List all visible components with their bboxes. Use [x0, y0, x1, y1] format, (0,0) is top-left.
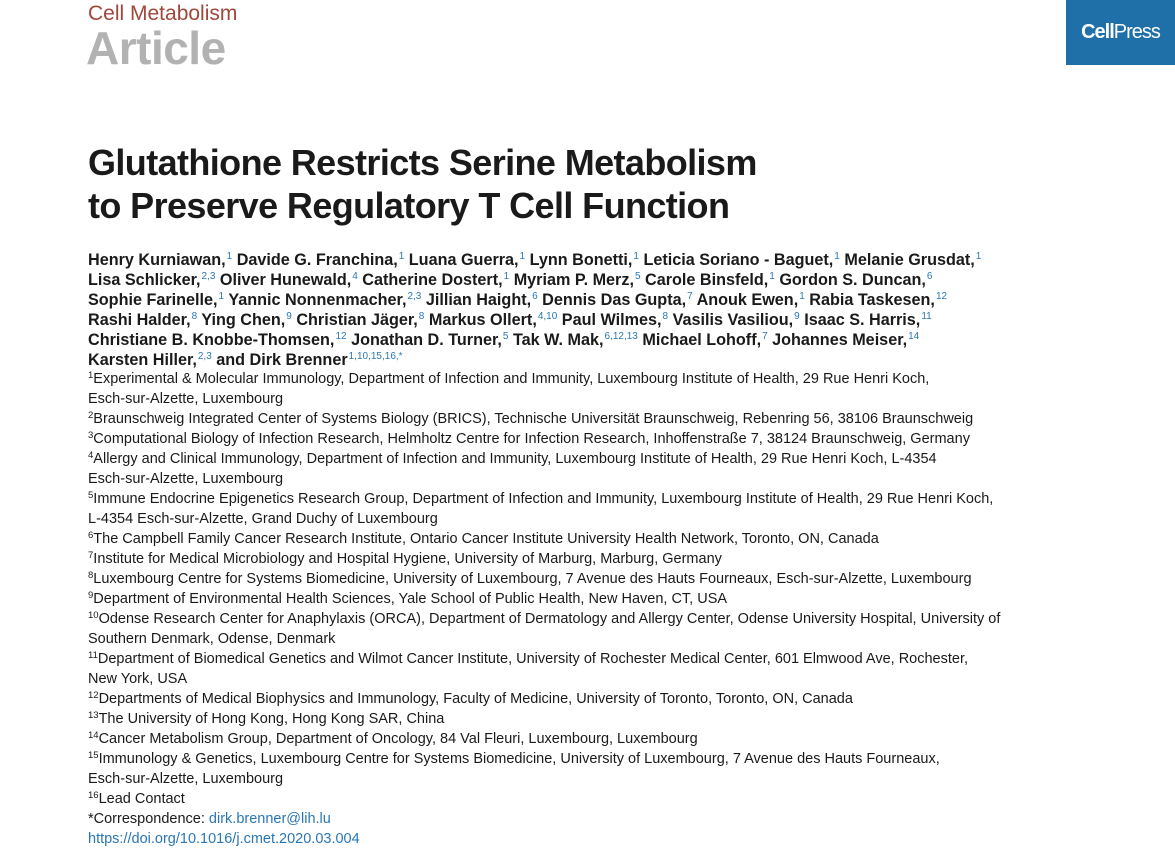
author-affiliation-ref[interactable]: 1 — [503, 271, 510, 282]
affiliation-item — [88, 549, 1088, 569]
correspondence-email-link[interactable]: dirk.brenner@lih.lu — [208, 811, 331, 827]
article-title-line: Glutathione Restricts Serine Metabolism — [88, 142, 757, 183]
affiliation-item — [88, 529, 1088, 549]
affiliation-item — [88, 609, 1088, 649]
affiliation-text: $^{10}$Odense Research Center for Anaphylaxis (ORCA), Department of Dermatology and Allergy Center, Odense University Hospital, University of — [88, 610, 1001, 627]
author-name[interactable]: Lisa Schlicker, — [88, 271, 201, 289]
affiliation-text: $^4$Allergy and Clinical Immunology, Department of Infection and Immunity, Luxembourg Institute of Health, 29 Rue Henri Koch, L-4354 — [88, 450, 937, 467]
affiliation-number: 14 — [88, 730, 99, 741]
article-title — [88, 141, 1068, 227]
author-affiliation-ref[interactable]: 2,3 — [197, 351, 212, 362]
author-affiliation-ref[interactable]: 1 — [226, 251, 233, 262]
affiliation-number: 6 — [88, 530, 94, 541]
author-name[interactable]: Johannes Meiser, — [772, 331, 908, 349]
author-line — [88, 290, 1088, 310]
author-affiliation-ref[interactable]: 7 — [762, 331, 768, 342]
affiliation-text: $^5$Immune Endocrine Epigenetics Research Group, Department of Infection and Immunity, Luxembourg Institute of Health, 29 Rue Henri Koch, — [88, 490, 994, 507]
author-name[interactable]: Markus Ollert, — [428, 311, 537, 329]
affiliation-item — [88, 489, 1088, 529]
author-affiliation-ref[interactable]: 1 — [769, 271, 775, 282]
affiliation-number: 8 — [88, 570, 94, 581]
affiliation-number: 2 — [88, 410, 94, 421]
correspondence — [88, 809, 1088, 829]
author-name[interactable]: Dennis Das Gupta, — [542, 291, 687, 309]
affiliation-number: 11 — [88, 650, 98, 661]
affiliation-text: $^{11}$Department of Biomedical Genetics and Wilmot Cancer Institute, University of Rochester Medical Center, 601 Elmwood Ave, Rochester, — [88, 650, 969, 667]
author-affiliation-ref[interactable]: 6 — [532, 291, 538, 302]
author-name[interactable]: Davide G. Franchina, — [236, 251, 398, 269]
doi-link[interactable]: https://doi.org/10.1016/j.cmet.2020.03.004 — [88, 831, 360, 847]
author-name[interactable]: Catherine Dostert, — [362, 271, 503, 289]
affiliation-text: $^6$The Campbell Family Cancer Research Institute, Ontario Cancer Institute University Health Network, Toronto, ON, Canada — [88, 530, 879, 547]
affiliation-item — [88, 749, 1088, 789]
affiliation-text-continued: Southern Denmark, Odense, Denmark — [88, 631, 336, 647]
article-type-label: Article — [86, 22, 226, 74]
affiliation-text-continued: New York, USA — [88, 671, 188, 687]
affiliation-number: 12 — [88, 690, 99, 701]
author-name[interactable]: Karsten Hiller, — [88, 351, 197, 369]
cellpress-logo[interactable] — [1066, 0, 1175, 65]
author-affiliation-ref[interactable]: 4,10 — [537, 311, 558, 322]
affiliation-text: $^{13}$The University of Hong Kong, Hong Kong SAR, China — [88, 710, 445, 727]
author-affiliation-ref[interactable]: 5 — [502, 331, 509, 342]
journal-name: Cell Metabolism — [88, 2, 238, 25]
affiliation-text-continued: L-4354 Esch-sur-Alzette, Grand Duchy of Luxembourg — [88, 511, 438, 527]
author-name[interactable]: Ying Chen, — [201, 311, 286, 329]
affiliation-item — [88, 709, 1088, 729]
affiliation-number: 15 — [88, 750, 99, 761]
author-name[interactable]: Rashi Halder, — [88, 311, 191, 329]
author-affiliation-ref[interactable]: 5 — [634, 271, 641, 282]
affiliation-number: 5 — [88, 490, 94, 501]
affiliation-item — [88, 589, 1088, 609]
author-affiliation-ref[interactable]: 6 — [926, 271, 933, 282]
affiliation-text: $^{16}$Lead Contact — [88, 790, 185, 807]
author-affiliation-ref[interactable]: 1 — [519, 251, 526, 262]
affiliation-number: 4 — [88, 450, 94, 461]
affiliation-number: 3 — [88, 430, 94, 441]
author-affiliation-ref[interactable]: 1 — [799, 291, 805, 302]
author-name[interactable]: Gordon S. Duncan, — [779, 271, 926, 289]
affiliation-item — [88, 449, 1088, 489]
author-affiliation-ref[interactable]: 1 — [975, 251, 982, 262]
author-affiliation-ref[interactable]: 8 — [191, 311, 198, 322]
author-name[interactable]: Leticia Soriano - Baguet, — [643, 251, 834, 269]
affiliation-text: $^2$Braunschweig Integrated Center of Systems Biology (BRICS), Technische Universität Braunschweig, Rebenring 56, 38106 Braunschweig — [88, 410, 974, 427]
affiliation-item — [88, 729, 1088, 749]
affiliation-number: 13 — [88, 710, 99, 721]
author-affiliation-ref[interactable]: 4 — [352, 271, 358, 282]
author-line — [88, 270, 1088, 290]
affiliation-text: $^{15}$Immunology & Genetics, Luxembourg Centre for Systems Biomedicine, University of Luxembourg, 7 Avenue des Hauts Fourneaux, — [88, 750, 940, 767]
author-affiliation-ref[interactable]: 8 — [418, 311, 425, 322]
author-name[interactable]: Jillian Haight, — [425, 291, 532, 309]
affiliation-number: 1 — [88, 370, 94, 381]
author-name[interactable]: Christian Jäger, — [296, 311, 418, 329]
author-affiliation-ref[interactable]: 9 — [286, 311, 292, 322]
author-affiliation-ref[interactable]: 6,12,13 — [604, 331, 638, 342]
affiliation-text: $^{12}$Departments of Medical Biophysics and Immunology, Faculty of Medicine, University of Toronto, Toronto, ON, Canada — [88, 690, 853, 707]
author-affiliation-ref[interactable]: 11 — [921, 311, 932, 322]
affiliation-number: 10 — [88, 610, 99, 621]
author-list — [88, 250, 1088, 370]
author-affiliation-ref[interactable]: 7 — [687, 291, 693, 302]
author-name[interactable]: Myriam P. Merz, — [513, 271, 634, 289]
author-name[interactable]: Yannic Nonnenmacher, — [228, 291, 407, 309]
affiliation-item — [88, 789, 1088, 809]
author-name[interactable]: Vasilis Vasiliou, — [672, 311, 794, 329]
cellpress-logo-text-cell: Cell — [1081, 21, 1114, 43]
author-name[interactable]: Henry Kurniawan, — [88, 251, 226, 269]
affiliation-text: $^8$Luxembourg Centre for Systems Biomedicine, University of Luxembourg, 7 Avenue des Hauts Fourneaux, Esch-sur-Alzette, Luxembourg — [88, 570, 972, 587]
author-line — [88, 250, 1088, 270]
author-line — [88, 330, 1088, 350]
article-title-line: to Preserve Regulatory T Cell Function — [88, 185, 730, 226]
author-name[interactable]: Anouk Ewen, — [696, 291, 799, 309]
author-affiliation-ref[interactable]: 2,3 — [201, 271, 216, 282]
affiliation-number: 16 — [88, 790, 99, 801]
author-affiliation-ref[interactable]: 12 — [935, 291, 948, 302]
affiliation-text-continued: Esch-sur-Alzette, Luxembourg — [88, 391, 284, 407]
author-name[interactable]: Rabia Taskesen, — [809, 291, 935, 309]
affiliation-list — [88, 369, 1088, 849]
author-affiliation-ref[interactable]: 1 — [218, 291, 225, 302]
author-affiliation-ref[interactable]: 1,10,15,16,* — [348, 351, 403, 362]
author-name[interactable]: Carole Binsfeld, — [645, 271, 769, 289]
author-name[interactable]: Lynn Bonetti, — [529, 251, 633, 269]
author-affiliation-ref[interactable]: 9 — [794, 311, 800, 322]
author-name[interactable]: Oliver Hunewald, — [219, 271, 352, 289]
author-name[interactable]: Jonathan D. Turner, — [351, 331, 502, 349]
affiliation-item — [88, 409, 1088, 429]
author-affiliation-ref[interactable]: 1 — [834, 251, 840, 262]
correspondence-label: *Correspondence: — [88, 811, 209, 827]
author-name[interactable]: Isaac S. Harris, — [804, 311, 921, 329]
affiliation-number: 7 — [88, 550, 94, 561]
affiliation-text: $^3$Computational Biology of Infection Research, Helmholtz Centre for Infection Research, Inhoffenstraße 7, 38124 Braunschweig, Germany — [88, 430, 970, 447]
author-affiliation-ref[interactable]: 1 — [633, 251, 639, 262]
affiliation-item — [88, 569, 1088, 589]
affiliation-text: $^7$Institute for Medical Microbiology and Hospital Hygiene, University of Marburg, Marburg, Germany — [88, 550, 722, 567]
author-name[interactable]: Luana Guerra, — [408, 251, 519, 269]
author-line — [88, 350, 1088, 370]
affiliation-text-continued: Esch-sur-Alzette, Luxembourg — [88, 471, 284, 487]
affiliation-number: 9 — [88, 590, 94, 601]
author-affiliation-ref[interactable]: 14 — [908, 331, 920, 342]
cellpress-logo-text-press: Press — [1113, 21, 1160, 43]
affiliation-item — [88, 649, 1088, 689]
author-name[interactable]: Melanie Grusdat, — [844, 251, 975, 269]
author-affiliation-ref[interactable]: 12 — [335, 331, 347, 342]
affiliation-item — [88, 429, 1088, 449]
author-affiliation-ref[interactable]: 8 — [662, 311, 669, 322]
author-affiliation-ref[interactable]: 1 — [398, 251, 405, 262]
author-name[interactable]: Tak W. Mak, — [512, 331, 604, 349]
author-line — [88, 310, 1088, 330]
affiliation-item — [88, 689, 1088, 709]
affiliation-text: $^{14}$Cancer Metabolism Group, Department of Oncology, 84 Val Fleuri, Luxembourg, Luxembourg — [88, 730, 698, 747]
author-name[interactable]: Paul Wilmes, — [561, 311, 662, 329]
affiliation-item — [88, 369, 1088, 409]
affiliation-text: $^1$Experimental & Molecular Immunology, Department of Infection and Immunity, Luxembourg Institute of Health, 29 Rue Henri Koch, — [88, 370, 930, 387]
author-name[interactable]: and Dirk Brenner — [216, 351, 348, 369]
author-name[interactable]: Sophie Farinelle, — [88, 291, 218, 309]
author-affiliation-ref[interactable]: 2,3 — [407, 291, 422, 302]
author-name[interactable]: Christiane B. Knobbe-Thomsen, — [88, 331, 335, 349]
affiliation-text-continued: Esch-sur-Alzette, Luxembourg — [88, 771, 284, 787]
affiliation-text: $^9$Department of Environmental Health Sciences, Yale School of Public Health, New Haven, CT, USA — [88, 590, 728, 607]
author-name[interactable]: Michael Lohoff, — [642, 331, 762, 349]
